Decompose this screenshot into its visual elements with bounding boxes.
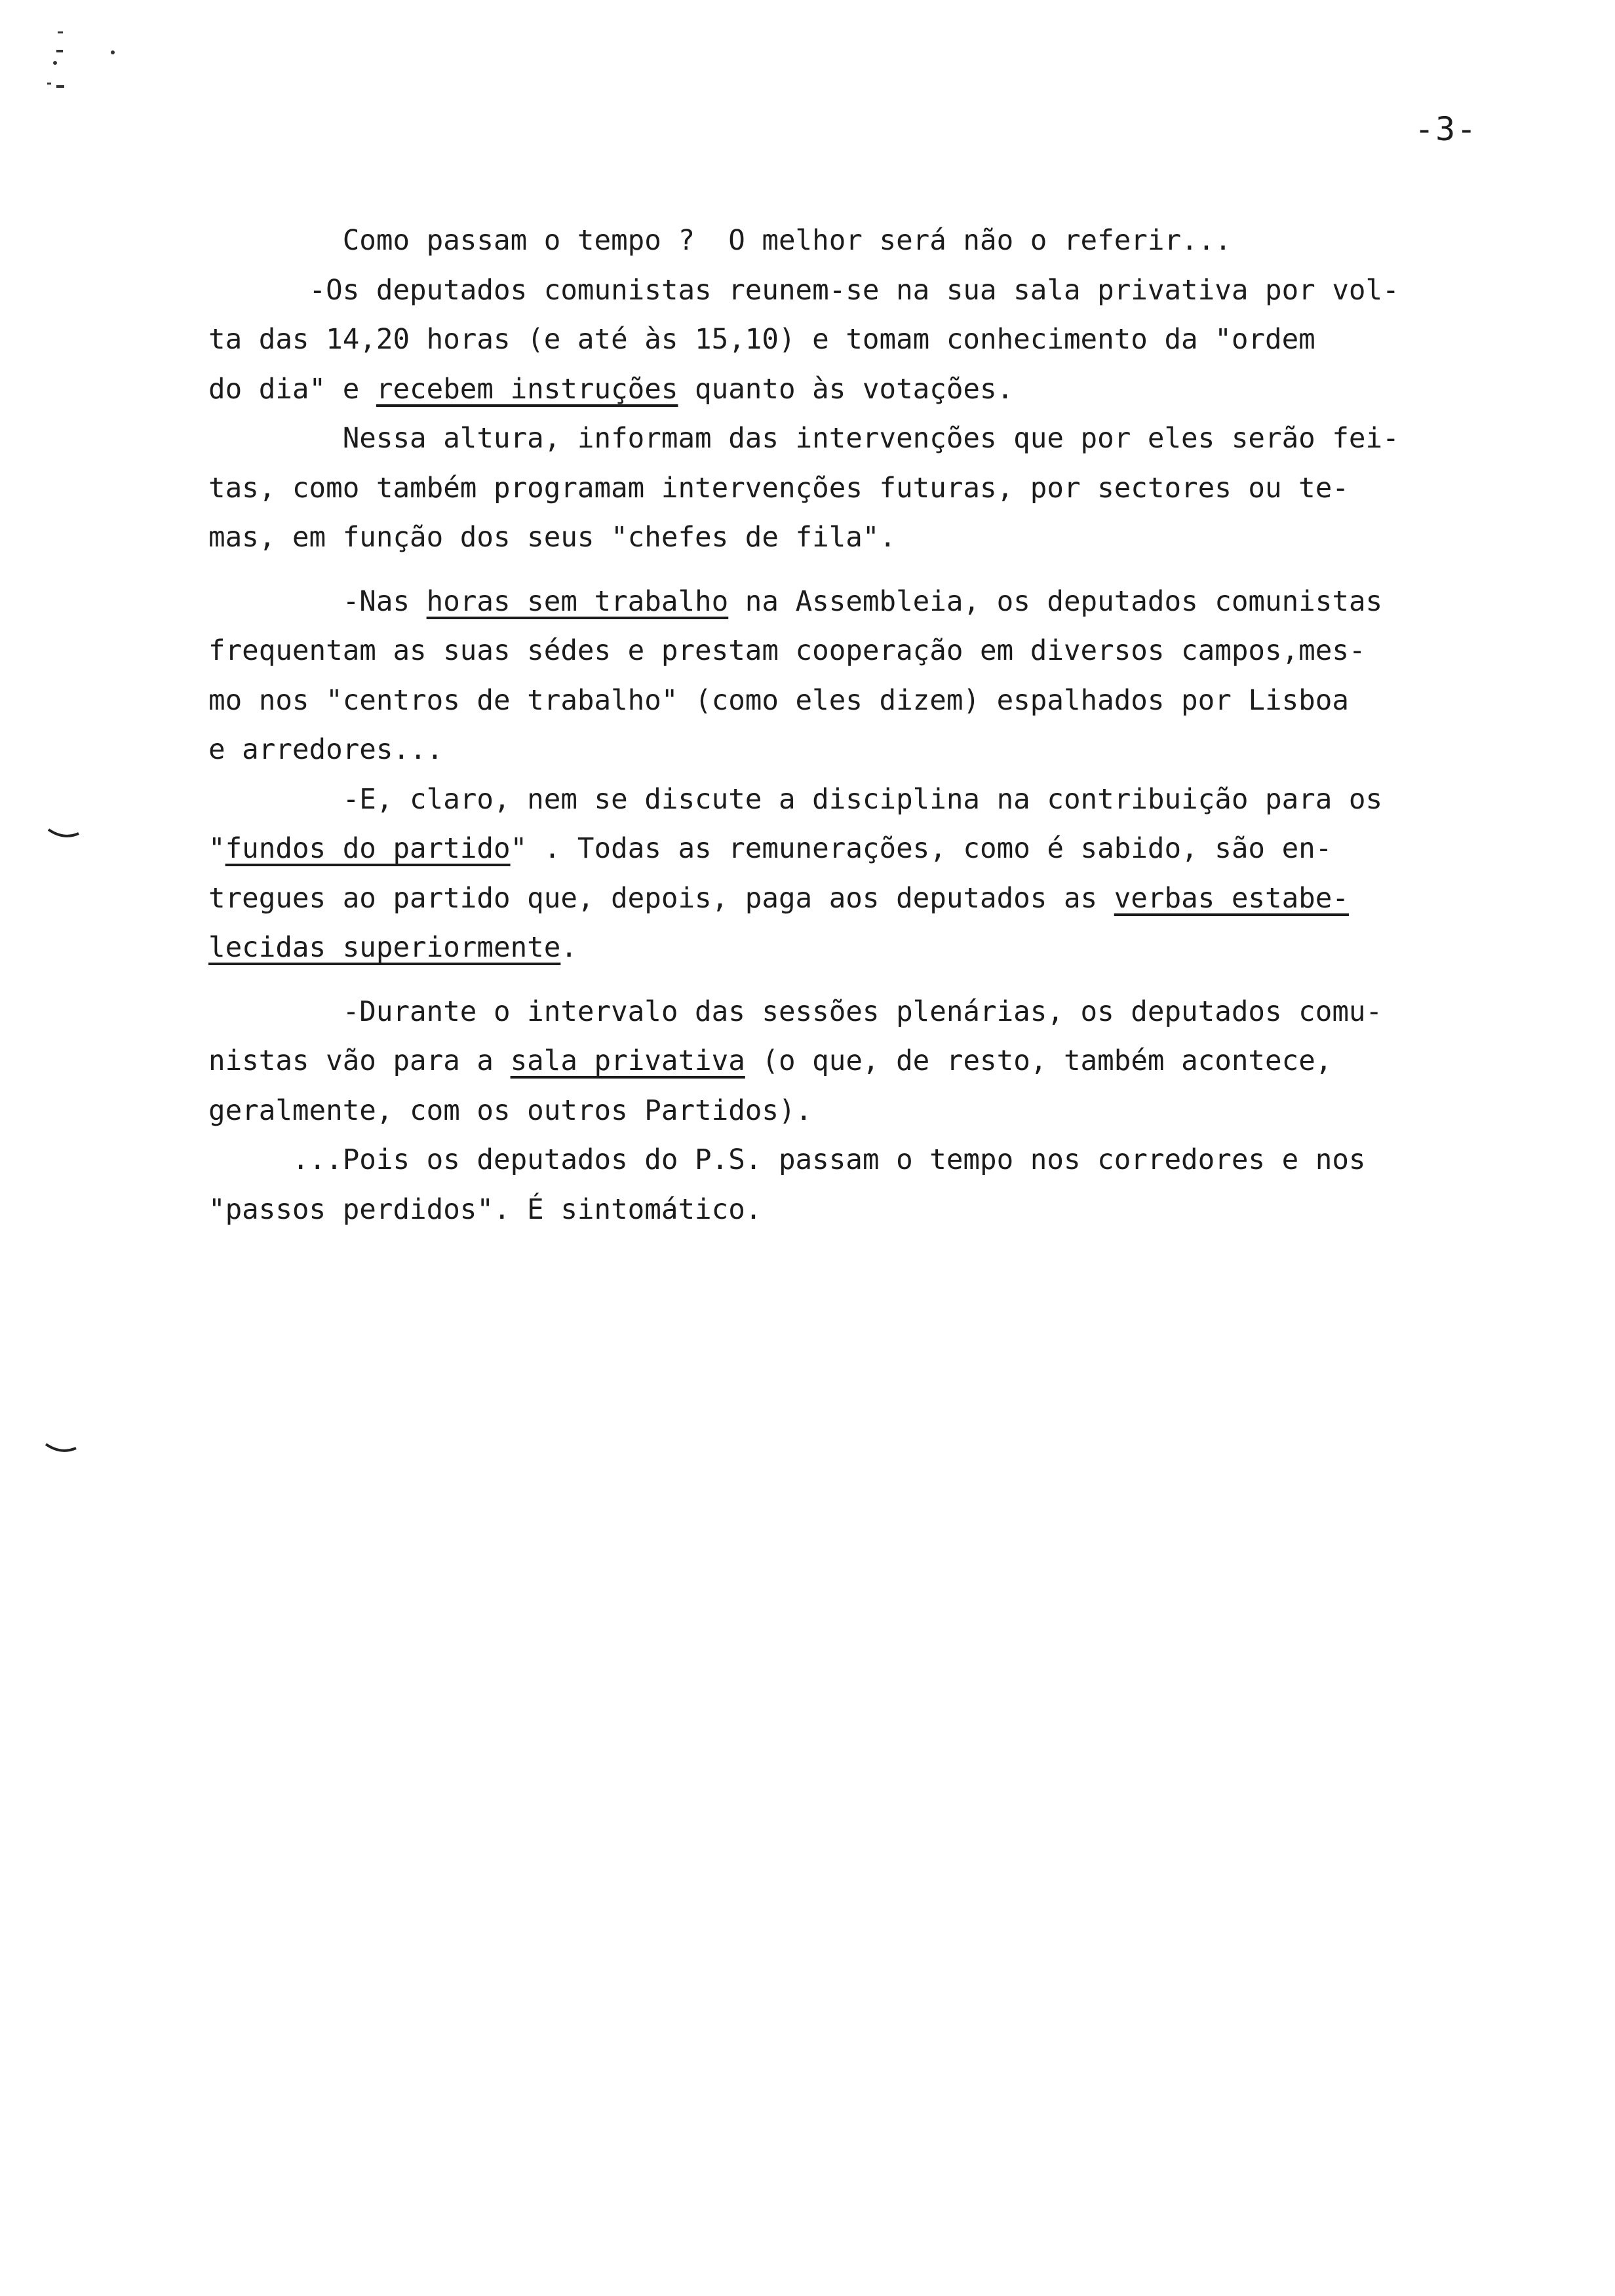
paragraph [208, 414, 1598, 563]
text-segment: "passos perdidos". É sintomático. [208, 1193, 762, 1226]
underlined-phrase: verbas estabe- [1114, 882, 1349, 915]
text-line [208, 464, 1598, 514]
text-line [208, 824, 1598, 874]
text-segment: " [208, 833, 225, 865]
text-segment: mas, em função dos seus "chefes de fila". [208, 522, 897, 554]
underlined-phrase: lecidas superiormente [208, 932, 561, 964]
text-line [208, 513, 1598, 563]
text-segment: e arredores... [208, 734, 444, 766]
text-segment: Como passam o tempo ? O melhor será não o referir... [208, 225, 1232, 257]
text-segment: (o que, de resto, também acontece, [745, 1045, 1333, 1077]
text-segment: -Durante o intervalo das sessões plenárias, os deputados comu- [208, 995, 1383, 1028]
paragraph [208, 577, 1598, 775]
text-line [208, 1185, 1598, 1235]
paragraph-gap [208, 973, 1598, 987]
text-line [208, 1136, 1598, 1185]
text-line [208, 1037, 1598, 1086]
text-line [208, 626, 1598, 676]
text-line [208, 775, 1598, 825]
text-line [208, 315, 1598, 365]
text-line [208, 365, 1598, 415]
paragraph [208, 987, 1598, 1136]
page-number: -3- [1414, 110, 1478, 148]
text-segment: na Assembleia, os deputados comunistas [728, 585, 1383, 618]
text-segment: tregues ao partido que, depois, paga aos deputados as [208, 882, 1114, 915]
text-segment: mo nos "centros de trabalho" (como eles dizem) espalhados por Lisboa [208, 684, 1349, 717]
text-segment: nistas vão para a [208, 1045, 511, 1077]
punch-hole-mark-lower [45, 1442, 77, 1456]
text-segment: do dia" e [208, 373, 376, 406]
text-line [208, 577, 1598, 627]
text-segment: Nessa altura, informam das intervenções que por eles serão fei- [208, 423, 1399, 455]
text-segment: ta das 14,20 horas (e até às 15,10) e tomam conhecimento da "ordem [208, 324, 1315, 356]
text-line [208, 414, 1598, 464]
text-segment: quanto às votações. [678, 373, 1014, 406]
text-line [208, 266, 1598, 316]
text-line [208, 1086, 1598, 1136]
text-segment: ...Pois os deputados do P.S. passam o tempo nos corredores e nos [208, 1144, 1366, 1176]
text-line [208, 987, 1598, 1037]
underlined-phrase: horas sem trabalho [426, 585, 729, 618]
underlined-phrase: sala privativa [510, 1045, 745, 1077]
text-line [208, 725, 1598, 775]
text-segment: frequentam as suas sédes e prestam cooperação em diversos campos,mes- [208, 635, 1366, 667]
document-body [208, 216, 1598, 1234]
paragraph-gap [208, 563, 1598, 577]
scan-specks [39, 26, 131, 105]
paragraph [208, 216, 1598, 414]
underlined-phrase: fundos do partido [225, 833, 511, 865]
text-segment: " . Todas as remunerações, como é sabido, são en- [510, 833, 1333, 865]
paragraph [208, 775, 1598, 973]
paragraph [208, 1136, 1598, 1234]
punch-hole-mark-upper [47, 827, 80, 841]
text-line [208, 874, 1598, 924]
text-line [208, 676, 1598, 726]
text-segment: -E, claro, nem se discute a disciplina na contribuição para os [208, 783, 1383, 816]
text-segment: -Os deputados comunistas reunem-se na sua sala privativa por vol- [208, 274, 1399, 307]
text-segment: . [560, 932, 577, 964]
text-segment: -Nas [208, 585, 427, 618]
text-line [208, 923, 1598, 973]
underlined-phrase: recebem instruções [376, 373, 678, 406]
text-line [208, 216, 1598, 266]
text-segment: geralmente, com os outros Partidos). [208, 1094, 813, 1127]
text-segment: tas, como também programam intervenções futuras, por sectores ou te- [208, 472, 1349, 505]
